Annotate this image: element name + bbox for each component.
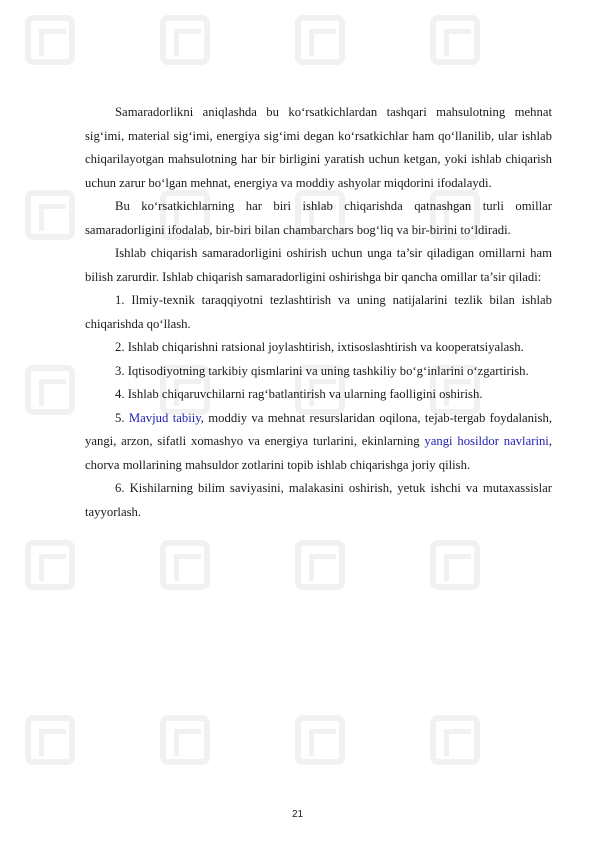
watermark-logo-icon	[430, 540, 480, 590]
watermark-logo-icon	[295, 15, 345, 65]
list-item-4: 4. Ishlab chiqaruvchilarni rag‘batlantirish va ularning faolligini oshirish.	[115, 387, 483, 401]
list-item-5-suffix: , chorva mollarining mahsuldor zotlarini topib ishlab chiqarishga joriy qilish.	[85, 434, 553, 472]
watermark-logo-icon	[430, 715, 480, 765]
list-item-3: 3. Iqtisodiyotning tarkibiy qismlarini va uning tashkiliy bo‘g‘inlarini o‘zgartirish.	[115, 363, 529, 378]
watermark-logo-icon	[25, 190, 75, 240]
watermark-logo-icon	[160, 715, 210, 765]
list-item-5-prefix: 5.	[115, 410, 129, 425]
page-number: 21	[291, 809, 304, 820]
watermark-logo-icon	[25, 540, 75, 590]
document-body	[85, 101, 552, 524]
paragraph-1: Samaradorlikni aniqlashda bu ko‘rsatkichlardan tashqari mahsulotning mehnat sig‘imi, material sig‘imi, energiya sig‘imi degan ko‘rsatkichlar ham qo‘llanilib, ular ishlab chiqarilayotgan mahsulotning har bir birligini yaratish uchun ketgan, yoki ishlab chiqarish uchun zarur bo‘lgan mehnat, energiya va moddiy ashyolar miqdorini ifodalaydi.	[85, 105, 552, 190]
list-item-5	[85, 407, 552, 478]
list-item-2: 2. Ishlab chiqarishni ratsional joylashtirish, ixtisoslashtirish va kooperatsiyalash.	[115, 340, 524, 354]
paragraph-2: Bu ko‘rsatkichlarning har biri ishlab chiqarishda qatnashgan turli omillar samaradorligini ifodalab, bir-biri bilan chambarchars bog‘liq va bir-birini to‘ldiradi.	[85, 199, 552, 237]
watermark-logo-icon	[430, 15, 480, 65]
link-mavjud-tabiiy[interactable]: Mavjud tabiiy	[128, 410, 201, 425]
watermark-logo-icon	[160, 540, 210, 590]
watermark-logo-icon	[25, 15, 75, 65]
watermark-logo-icon	[25, 715, 75, 765]
link-yangi-hosildor-navlarini[interactable]: yangi hosildor navlarini	[424, 434, 549, 448]
list-item-6: 6. Kishilarning bilim saviyasini, malakasini oshirish, yetuk ishchi va mutaxassislar tayyorlash.	[85, 481, 552, 519]
watermark-logo-icon	[295, 715, 345, 765]
paragraph-3: Ishlab chiqarish samaradorligini oshirish uchun unga ta’sir qiladigan omillarni ham bilish zarurdir. Ishlab chiqarish samaradorligini oshirishga bir qancha omillar ta’sir qiladi:	[85, 246, 552, 284]
watermark-logo-icon	[295, 540, 345, 590]
watermark-logo-icon	[160, 15, 210, 65]
list-item-1: 1. Ilmiy-texnik taraqqiyotni tezlashtirish va uning natijalarini tezlik bilan ishlab chiqarishda qo‘llash.	[85, 293, 552, 331]
list-item-5-text: , moddiy va mehnat resurslaridan oqilona, tejab-tergab foydalanish, yangi, arzon, sifatli xomashyo va energiya turlarini, ekinlarning	[85, 410, 553, 448]
watermark-logo-icon	[25, 365, 75, 415]
